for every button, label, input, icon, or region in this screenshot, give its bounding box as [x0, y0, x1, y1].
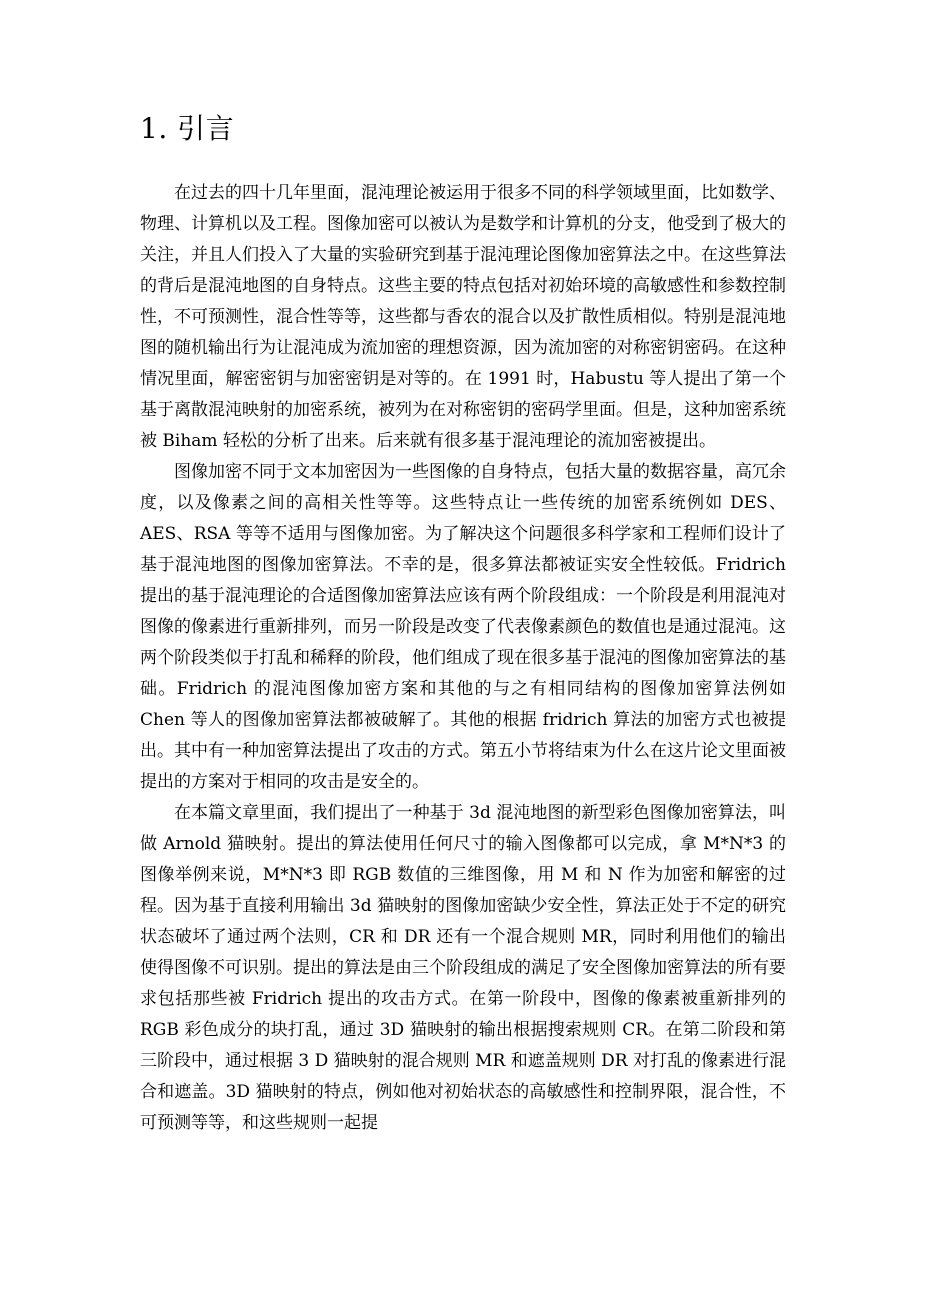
paragraph-3: 在本篇文章里面，我们提出了一种基于 3d 混沌地图的新型彩色图像加密算法，叫做 Arnold 猫映射。提出的算法使用任何尺寸的输入图像都可以完成，拿 M*N*3 的图像举例来说，M*N*3 即 RGB 数值的三维图像，用 M 和 N 作为加密和解密的过程。因为基于直接利用输出 3d 猫映射的图像加密缺少安全性，算法正处于不定的研究状态破坏了通过两个法则，CR 和 DR 还有一个混合规则 MR，同时利用他们的输出使得图像不可识别。提出的算法是由三个阶段组成的满足了安全图像加密算法的所有要求包括那些被 Fridrich 提出的攻击方式。在第一阶段中，图像的像素被重新排列的 RGB 彩色成分的块打乱，通过 3D 猫映射的输出根据搜索规则 CR。在第二阶段和第三阶段中，通过根据 3 D 猫映射的混合规则 MR 和遮盖规则 DR 对打乱的像素进行混合和遮盖。3D 猫映射的特点，例如他对初始状态的高敏感性和控制界限，混合性，不可预测等等，和这些规则一起提 — [140, 803, 786, 1133]
section-heading: 1. 引言 — [140, 112, 235, 145]
paragraph-2: 图像加密不同于文本加密因为一些图像的自身特点，包括大量的数据容量，高冗余度，以及像素之间的高相关性等等。这些特点让一些传统的加密系统例如 DES、AES、RSA 等等不适用与图像加密。为了解决这个问题很多科学家和工程师们设计了基于混沌地图的图像加密算法。不幸的是，很多算法都被证实安全性较低。Fridrich 提出的基于混沌理论的合适图像加密算法应该有两个阶段组成：一个阶段是利用混沌对图像的像素进行重新排列，而另一阶段是改变了代表像素颜色的数值也是通过混沌。这两个阶段类似于打乱和稀释的阶段，他们组成了现在很多基于混沌的图像加密算法的基础。Fridrich 的混沌图像加密方案和其他的与之有相同结构的图像加密算法例如 Chen 等人的图像加密算法都被破解了。其他的根据 fridrich 算法的加密方式也被提出。其中有一种加密算法提出了攻击的方式。第五小节将结束为什么在这片论文里面被提出的方案对于相同的攻击是安全的。 — [140, 462, 786, 792]
document-page — [140, 110, 786, 1139]
paragraph-1: 在过去的四十几年里面，混沌理论被运用于很多不同的科学领域里面，比如数学、物理、计算机以及工程。图像加密可以被认为是数学和计算机的分支，他受到了极大的关注，并且人们投入了大量的实验研究到基于混沌理论图像加密算法之中。在这些算法的背后是混沌地图的自身特点。这些主要的特点包括对初始环境的高敏感性和参数控制性，不可预测性，混合性等等，这些都与香农的混合以及扩散性质相似。特别是混沌地图的随机输出行为让混沌成为流加密的理想资源，因为流加密的对称密钥密码。在这种情况里面，解密密钥与加密密钥是对等的。在 1991 时，Habustu 等人提出了第一个基于离散混沌映射的加密系统，被列为在对称密钥的密码学里面。但是，这种加密系统被 Biham 轻松的分析了出来。后来就有很多基于混沌理论的流加密被提出。 — [140, 183, 786, 451]
